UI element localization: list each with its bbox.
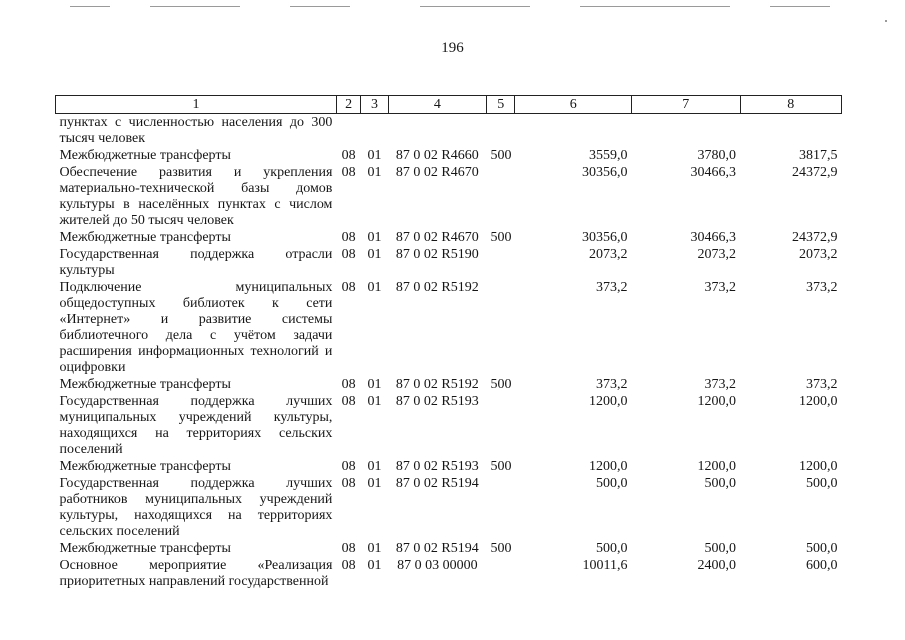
row-value-8: 1200,0: [799, 394, 838, 409]
row-target-code: [388, 114, 486, 148]
row-value-6: 2073,2: [589, 247, 628, 262]
column-header: 3: [361, 96, 388, 114]
scan-artifact: [150, 6, 240, 7]
row-value-6: 1200,0: [589, 459, 628, 474]
table-row: [56, 557, 842, 590]
row-section: 08: [341, 394, 356, 409]
table-row: [56, 475, 842, 540]
row-value-6: 10011,6: [582, 558, 628, 573]
row-value-8: 373,2: [806, 377, 838, 392]
row-value-8: 24372,9: [792, 165, 838, 180]
table-row: [56, 458, 842, 475]
row-target-code: 87 0 02 R4670: [395, 165, 479, 180]
scan-artifact: [70, 6, 110, 7]
row-target-code: 87 0 02 R4670: [395, 230, 479, 245]
row-value-7: 373,2: [704, 377, 737, 392]
row-value-7: 373,2: [704, 280, 737, 295]
row-subsection: [361, 114, 388, 148]
column-header: 7: [632, 96, 741, 114]
row-expense-type: [487, 393, 515, 458]
row-value-8: 3817,5: [799, 148, 838, 163]
row-section: [336, 114, 360, 148]
row-expense-type: [487, 246, 515, 279]
row-name: Межбюджетные трансферты: [59, 230, 231, 245]
row-value-8: 24372,9: [792, 230, 838, 245]
scan-artifact: [290, 6, 350, 7]
row-target-code: 87 0 02 R4660: [395, 148, 479, 163]
row-value-6: 500,0: [596, 541, 628, 556]
row-subsection: 01: [367, 394, 382, 409]
row-expense-type: 500: [490, 459, 512, 474]
row-value-6: 3559,0: [589, 148, 628, 163]
row-section: 08: [341, 280, 356, 295]
row-target-code: 87 0 02 R5192: [395, 280, 479, 295]
table-row: [56, 246, 842, 279]
table-row: [56, 540, 842, 557]
column-header: 6: [515, 96, 632, 114]
column-header: 4: [388, 96, 486, 114]
row-target-code: 87 0 03 00000: [397, 558, 478, 573]
row-value-7: 2400,0: [697, 558, 737, 573]
row-value-7: 30466,3: [690, 165, 737, 180]
row-subsection: 01: [367, 377, 382, 392]
row-name: Межбюджетные трансферты: [59, 459, 231, 474]
row-section: 08: [341, 558, 356, 573]
row-name: Межбюджетные трансферты: [59, 541, 231, 556]
row-target-code: 87 0 02 R5192: [395, 377, 479, 392]
row-target-code: 87 0 02 R5194: [395, 541, 479, 556]
row-value-8: 373,2: [806, 280, 838, 295]
row-value-8: 600,0: [806, 558, 838, 573]
row-target-code: 87 0 02 R5193: [395, 459, 479, 474]
header-row: [56, 96, 842, 114]
row-value-8: 500,0: [806, 541, 838, 556]
row-value-7: 500,0: [704, 541, 737, 556]
row-target-code: 87 0 02 R5190: [395, 247, 479, 262]
scan-artifact: [580, 6, 730, 7]
row-value-8: 1200,0: [799, 459, 838, 474]
row-subsection: 01: [367, 247, 382, 262]
row-section: 08: [341, 377, 356, 392]
row-section: 08: [341, 230, 356, 245]
row-value-7: 2073,2: [697, 247, 737, 262]
row-name: Обеспечение развития и укрепления материально-технической базы домов культуры в населённых пунктах с числом жителей до 50 тысяч человек: [59, 165, 333, 228]
row-section: 08: [341, 459, 356, 474]
row-value-6: 30356,0: [582, 165, 628, 180]
table-row: [56, 164, 842, 229]
scan-artifact: [420, 6, 530, 7]
row-section: 08: [341, 165, 356, 180]
scan-artifact: [885, 20, 887, 22]
row-section: 08: [341, 541, 356, 556]
row-subsection: 01: [367, 165, 382, 180]
row-subsection: 01: [367, 476, 382, 491]
row-expense-type: [487, 114, 515, 148]
table-row: [56, 393, 842, 458]
row-expense-type: 500: [490, 230, 512, 245]
row-subsection: 01: [367, 148, 382, 163]
table-row: [56, 229, 842, 246]
row-value-6: 500,0: [596, 476, 628, 491]
row-section: 08: [341, 247, 356, 262]
table-row: [56, 376, 842, 393]
row-value-7: 3780,0: [697, 148, 737, 163]
row-section: 08: [341, 148, 356, 163]
column-header: 2: [336, 96, 360, 114]
row-value-8: 500,0: [806, 476, 838, 491]
row-section: 08: [341, 476, 356, 491]
table-row: [56, 147, 842, 164]
column-header: 5: [487, 96, 515, 114]
row-expense-type: 500: [490, 541, 512, 556]
row-subsection: 01: [367, 280, 382, 295]
row-value-6: 1200,0: [589, 394, 628, 409]
row-value-6: 30356,0: [582, 230, 628, 245]
row-expense-type: [487, 557, 515, 590]
row-expense-type: [487, 164, 515, 229]
row-subsection: 01: [367, 459, 382, 474]
row-name: Государственная поддержка лучших муниципальных учреждений культуры, находящихся на территориях сельских поселений: [59, 394, 333, 457]
row-target-code: 87 0 02 R5194: [395, 476, 479, 491]
row-expense-type: [487, 475, 515, 540]
row-value-6: 373,2: [596, 280, 628, 295]
column-header: 1: [56, 96, 337, 114]
row-subsection: 01: [367, 230, 382, 245]
row-name: Межбюджетные трансферты: [59, 148, 231, 163]
row-name: Государственная поддержка отрасли культуры: [59, 247, 333, 278]
row-expense-type: [487, 279, 515, 376]
table-row: [56, 279, 842, 376]
page-number: 196: [441, 40, 464, 56]
row-target-code: 87 0 02 R5193: [395, 394, 479, 409]
row-expense-type: 500: [490, 148, 512, 163]
row-subsection: 01: [367, 541, 382, 556]
row-value-8: [740, 114, 841, 148]
row-value-7: 30466,3: [690, 230, 737, 245]
row-expense-type: 500: [490, 377, 512, 392]
row-value-7: 1200,0: [697, 459, 737, 474]
budget-table: [55, 95, 842, 590]
row-value-8: 2073,2: [799, 247, 838, 262]
row-value-6: [515, 114, 632, 148]
column-header: 8: [740, 96, 841, 114]
row-name: пунктах с численностью населения до 300 тысяч человек: [59, 115, 333, 146]
scan-artifact: [770, 6, 830, 7]
row-value-7: [632, 114, 741, 148]
row-value-6: 373,2: [596, 377, 628, 392]
row-name: Государственная поддержка лучших работников муниципальных учреждений культуры, находящихся на территориях сельских поселений: [59, 476, 333, 539]
row-subsection: 01: [367, 558, 382, 573]
row-name: Основное мероприятие «Реализация приоритетных направлений государственной: [59, 558, 333, 589]
row-value-7: 500,0: [704, 476, 737, 491]
row-value-7: 1200,0: [697, 394, 737, 409]
table-row: [56, 114, 842, 148]
row-name: Межбюджетные трансферты: [59, 377, 231, 392]
row-name: Подключение муниципальных общедоступных библиотек к сети «Интернет» и развитие системы библиотечного дела с учётом задачи расширения информационных технологий и оцифровки: [59, 280, 333, 375]
